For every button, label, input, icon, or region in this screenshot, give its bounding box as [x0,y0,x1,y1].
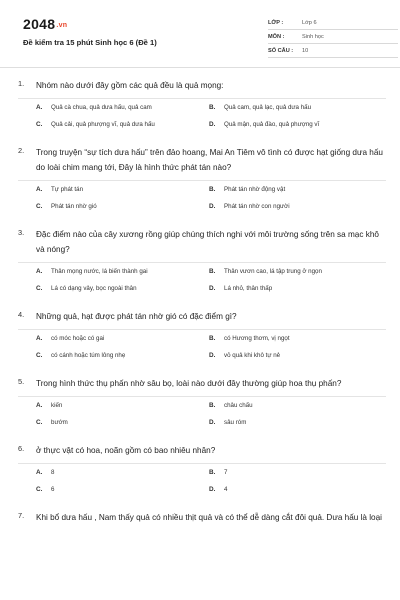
option-c[interactable] [36,481,209,498]
option-letter: A. [36,335,43,342]
option-text: 8 [51,469,55,476]
option-d[interactable] [209,198,386,215]
option-text: kiến [51,402,63,409]
question-1 [18,78,386,133]
option-c[interactable] [36,280,209,297]
question-number: 6. [18,444,25,453]
option-c[interactable] [36,414,209,431]
question-3 [18,227,386,297]
meta-value: Sinh học [302,33,324,40]
option-text: Tự phát tán [51,186,84,193]
meta-row-class [268,16,398,30]
meta-key: LỚP : [268,19,284,26]
option-b[interactable] [209,330,386,347]
option-text: vỏ quả khi khô tự nẻ [224,352,281,359]
option-text: Lá có dạng vảy, bọc ngoài thân [51,285,137,292]
question-number: 4. [18,310,25,319]
options [18,263,386,297]
option-text: Quả cam, quả lạc, quả dưa hấu [224,104,312,111]
option-letter: A. [36,268,43,275]
option-a[interactable] [36,464,209,481]
option-c[interactable] [36,347,209,364]
option-b[interactable] [209,263,386,280]
option-text: có móc hoặc có gai [51,335,105,342]
meta-value: Lớp 6 [302,19,317,26]
option-text: có Hương thơm, vị ngọt [224,335,290,342]
option-a[interactable] [36,263,209,280]
option-letter: B. [209,335,216,342]
question-text: Đặc điểm nào của cây xương rồng giúp chúng thích nghi với môi trường sống trên sa mạc khô và nóng? [36,230,379,254]
options [18,464,386,498]
question-7 [18,510,386,525]
question-number: 5. [18,377,25,386]
options [18,397,386,431]
option-text: Quả cà chua, quả dưa hấu, quả cam [51,104,152,111]
option-letter: B. [209,268,216,275]
option-text: Quả cải, quả phượng vĩ, quả dưa hấu [51,121,155,128]
option-d[interactable] [209,414,386,431]
meta-value: 10 [302,47,309,54]
option-text: châu chấu [224,402,253,409]
option-text: Phát tán nhờ động vật [224,186,286,193]
option-a[interactable] [36,181,209,198]
option-b[interactable] [209,397,386,414]
options [18,181,386,215]
option-letter: C. [36,203,43,210]
option-a[interactable] [36,330,209,347]
option-letter: A. [36,104,43,111]
page-title: Đề kiểm tra 15 phút Sinh học 6 (Đề 1) [23,38,157,47]
header-divider [0,67,400,68]
option-c[interactable] [36,198,209,215]
question-4 [18,309,386,364]
option-letter: D. [209,352,216,359]
question-text: Trong truyện “sự tích dưa hấu” trên đảo hoang, Mai An Tiêm vô tình có được hạt giống dưa hấu do loài chim mang tới, Đây là hình thức phát tán nào? [36,148,383,172]
header [18,16,382,72]
question-5 [18,376,386,431]
question-text: Trong hình thức thụ phấn nhờ sâu bọ, loài nào dưới đây thường giúp hoa thụ phấn? [36,379,342,388]
option-text: Phát tán nhờ con người [224,203,290,210]
option-d[interactable] [209,481,386,498]
option-c[interactable] [36,116,209,133]
option-a[interactable] [36,397,209,414]
meta-key: SỐ CÂU : [268,47,294,54]
option-text: 7 [224,469,228,476]
options [18,330,386,364]
option-letter: B. [209,402,216,409]
question-number: 3. [18,228,25,237]
option-text: 6 [51,486,55,493]
option-letter: A. [36,402,43,409]
question-text: Khi bổ dưa hấu , Nam thấy quả có nhiều thịt quả và có thể dễ dàng cắt đôi quả. Dưa hấu là loại [36,513,382,522]
option-letter: B. [209,186,216,193]
option-letter: D. [209,285,216,292]
option-text: Quả mận, quả đào, quả phượng vĩ [224,121,320,128]
option-text: sâu róm [224,419,247,426]
option-letter: A. [36,469,43,476]
question-number: 2. [18,146,25,155]
option-letter: C. [36,121,43,128]
option-letter: C. [36,352,43,359]
option-letter: D. [209,419,216,426]
option-text: Thân vươn cao, lá tập trung ở ngọn [224,268,322,275]
option-d[interactable] [209,347,386,364]
option-text: bướm [51,419,68,426]
option-letter: C. [36,419,43,426]
option-b[interactable] [209,99,386,116]
option-letter: A. [36,186,43,193]
question-number: 7. [18,511,25,520]
brand-logo[interactable] [23,16,67,32]
question-text: Nhóm nào dưới đây gồm các quả đều là quả mọng: [36,81,224,90]
option-text: Phát tán nhờ gió [51,203,97,210]
question-number: 1. [18,79,25,88]
brand-name: 2048 [23,16,56,32]
option-letter: B. [209,469,216,476]
option-a[interactable] [36,99,209,116]
options [18,99,386,133]
meta-row-count [268,44,398,58]
question-text: Những quả, hạt được phát tán nhờ gió có đặc điểm gì? [36,312,237,321]
option-letter: D. [209,486,216,493]
option-letter: D. [209,203,216,210]
option-text: Thân mọng nước, lá biến thành gai [51,268,148,275]
option-b[interactable] [209,464,386,481]
option-letter: C. [36,285,43,292]
meta-row-subject [268,30,398,44]
option-text: có cánh hoặc túm lông nhẹ [51,352,126,359]
question-list [18,78,386,537]
meta-panel [268,16,398,58]
meta-key: MÔN : [268,33,285,40]
question-text: ở thực vật có hoa, noãn gồm có bao nhiêu nhân? [36,446,216,455]
option-letter: B. [209,104,216,111]
question-2 [18,145,386,215]
question-6 [18,443,386,498]
option-d[interactable] [209,116,386,133]
option-letter: C. [36,486,43,493]
option-letter: D. [209,121,216,128]
option-text: 4 [224,486,228,493]
brand-suffix: .vn [56,22,68,29]
option-text: Lá nhỏ, thân thấp [224,285,273,292]
option-d[interactable] [209,280,386,297]
option-b[interactable] [209,181,386,198]
